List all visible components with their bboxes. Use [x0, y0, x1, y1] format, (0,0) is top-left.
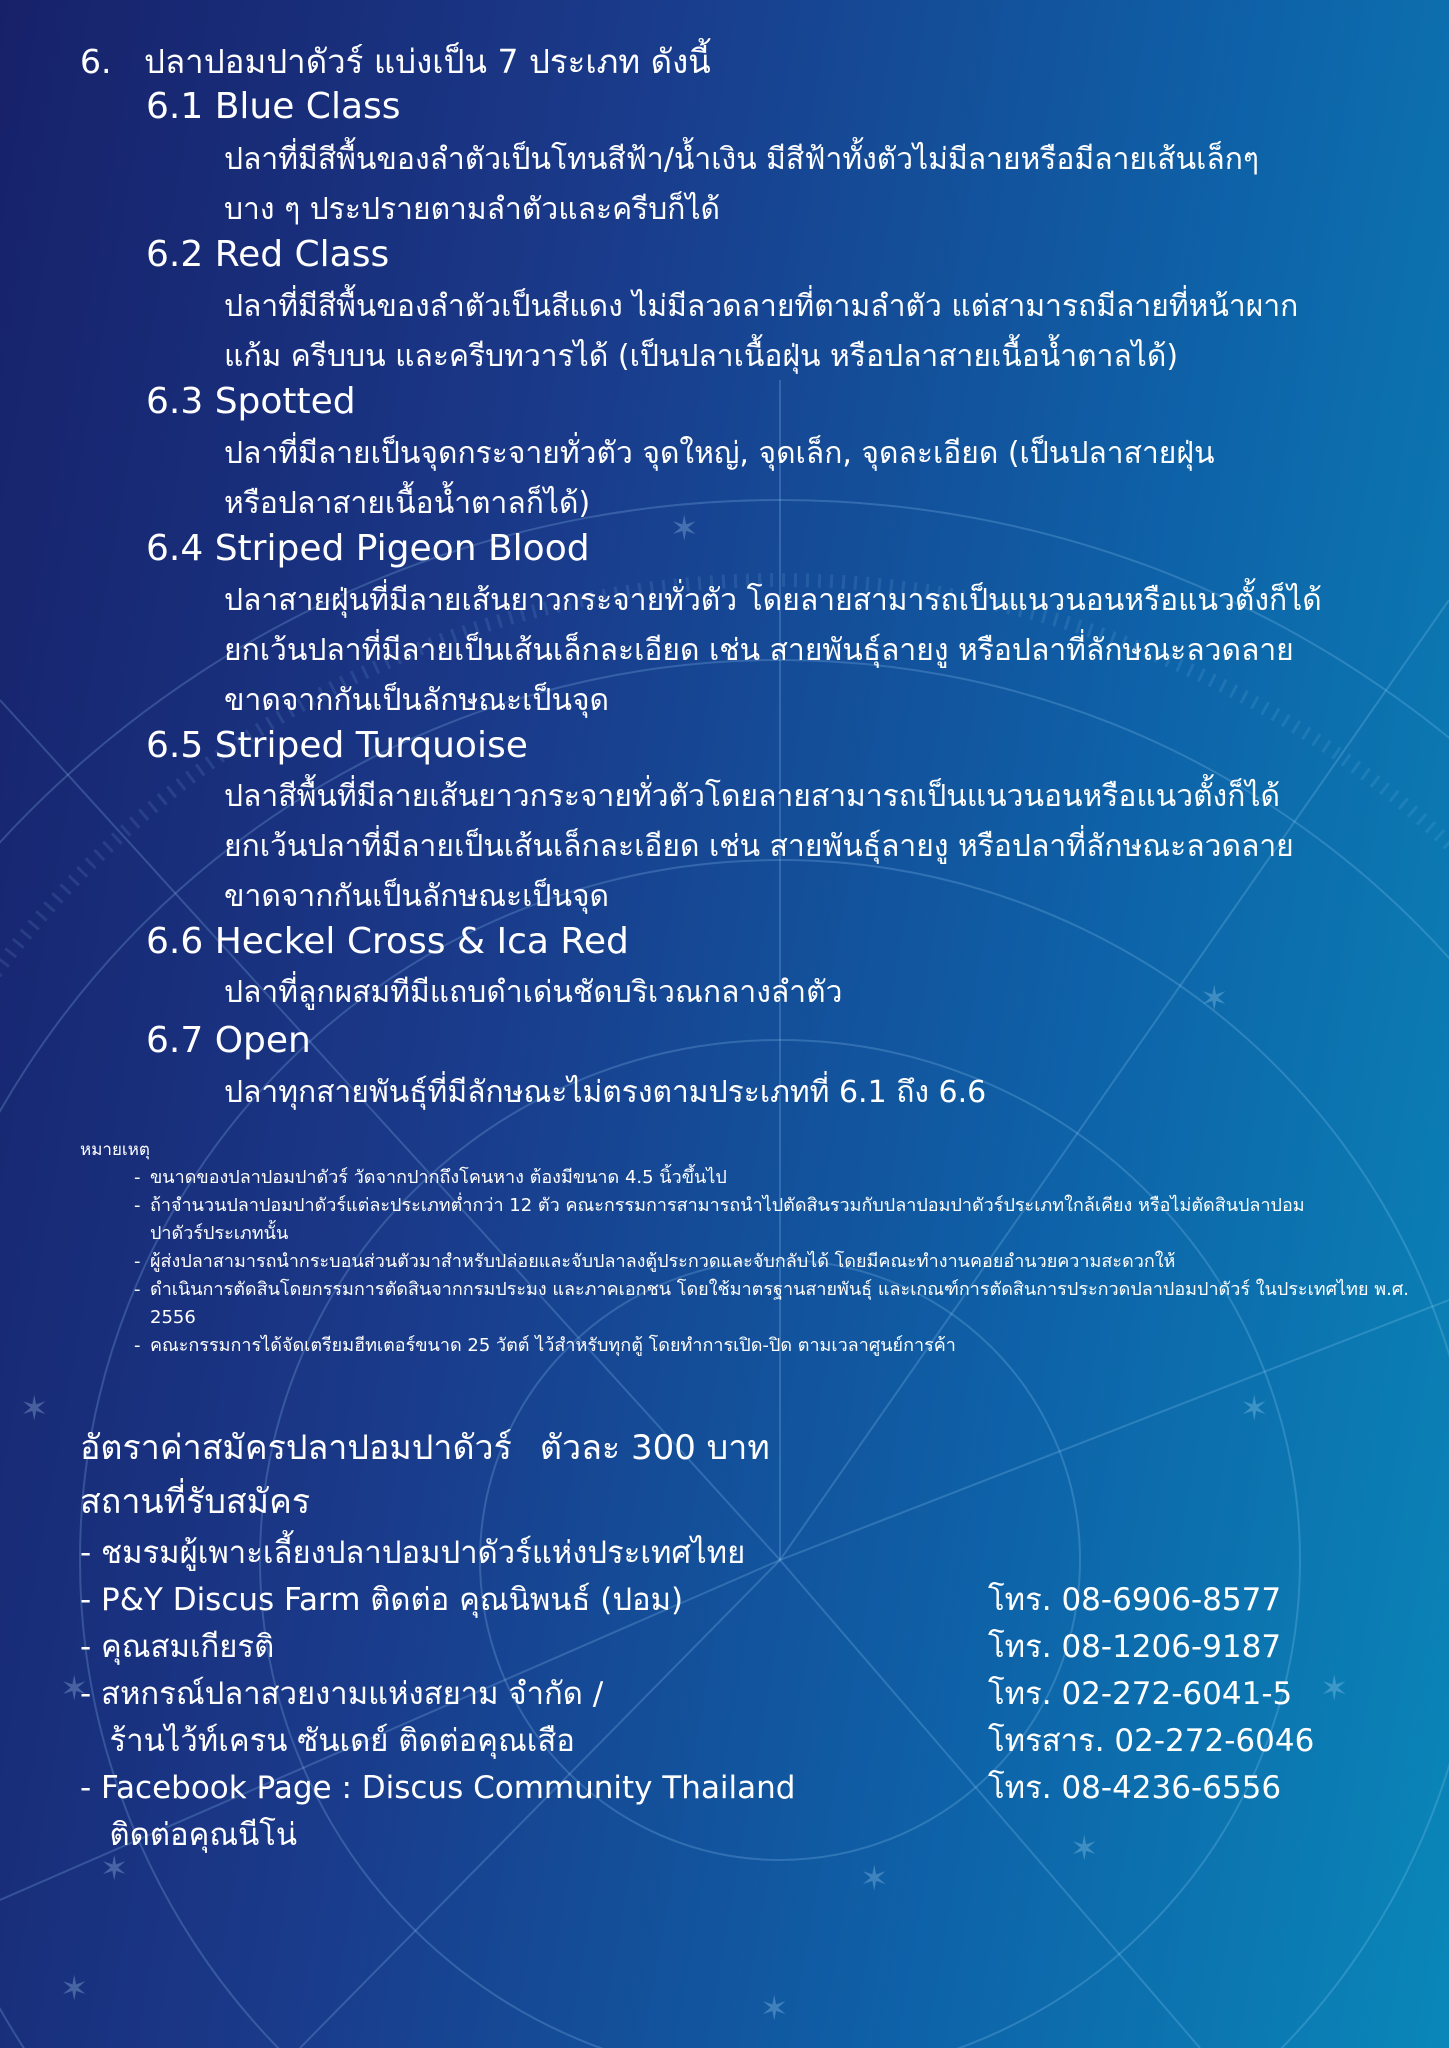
contact-name: - P&Y Discus Farm ติดต่อ คุณนิพนธ์ (ปอม)	[80, 1582, 684, 1618]
svg-text:✶: ✶	[860, 1859, 889, 1899]
contact-phone: โทร. 02-272-6041-5	[988, 1676, 1293, 1712]
note-item: - ดำเนินการตัดสินโดยกรรมการตัดสินจากกรมประมง และภาคเอกชน โดยใช้มาตรฐานสายพันธุ์ และเกณฑ์การตัดสินการประกวดปลาปอมปาดัวร์ ในประเทศไทย พ.ศ. 2556	[134, 1276, 1420, 1332]
notes-title: หมายเหตุ	[80, 1140, 150, 1160]
description-line: บาง ๆ ประปรายตามลำตัวและครีบก็ได้	[224, 192, 721, 227]
svg-text:✶: ✶	[60, 1669, 89, 1709]
svg-text:✶: ✶	[1320, 1669, 1349, 1709]
contact-phone: โทร. 08-6906-8577	[988, 1582, 1282, 1618]
class-title: 6.3 Spotted	[146, 381, 356, 422]
section-heading	[80, 38, 711, 86]
section-title: ปลาปอมปาดัวร์ แบ่งเป็น 7 ประเภท ดังนี้	[144, 42, 711, 81]
class-title: 6.2 Red Class	[146, 234, 390, 275]
description-line: ปลาทุกสายพันธุ์ที่มีลักษณะไม่ตรงตามประเภทที่ 6.1 ถึง 6.6	[224, 1075, 987, 1110]
class-description	[224, 772, 1294, 922]
class-description	[224, 1068, 986, 1118]
description-line: ยกเว้นปลาที่มีลายเป็นเส้นเล็กละเอียด เช่น สายพันธุ์ลายงู หรือปลาที่ลักษณะลวดลาย	[224, 829, 1294, 864]
description-line: แก้ม ครีบบน และครีบทวารได้ (เป็นปลาเนื้อฝุ่น หรือปลาสายเนื้อน้ำตาลได้)	[224, 339, 1179, 374]
contact-name: - สหกรณ์ปลาสวยงามแห่งสยาม จำกัด /	[80, 1676, 604, 1712]
section-number: 6.	[80, 42, 112, 81]
class-title: 6.7 Open	[146, 1020, 311, 1061]
contact-phone: โทร. 08-1206-9187	[988, 1629, 1282, 1665]
class-description	[224, 968, 842, 1018]
notes-list	[134, 1164, 1409, 1360]
note-item: - ผู้ส่งปลาสามารถนำกระบอนส่วนตัวมาสำหรับปล่อยและจับปลาลงตู้ประกวดและจับกลับได้ โดยมีคณะทำงานคอยอำนวยความสะดวกให้	[134, 1248, 1404, 1276]
contact-name: ร้านไว้ท์เครน ซันเดย์ ติดต่อคุณเสือ	[80, 1723, 575, 1759]
svg-text:✶: ✶	[100, 1849, 129, 1889]
description-line: ปลาที่มีลายเป็นจุดกระจายทั่วตัว จุดใหญ่, จุดเล็ก, จุดละเอียด (เป็นปลาสายฝุ่น	[224, 436, 1215, 471]
description-line: ปลาที่ลูกผสมทีมีแถบดำเด่นชัดบริเวณกลางลำตัว	[224, 975, 843, 1010]
description-line: ปลาที่มีสีพื้นของลำตัวเป็นโทนสีฟ้า/น้ำเงิน มีสีฟ้าทั้งตัวไม่มีลายหรือมีลายเส้นเล็กๆ	[224, 142, 1259, 177]
fee-label: อัตราค่าสมัครปลาปอมปาดัวร์	[80, 1428, 512, 1468]
contacts-list	[80, 1530, 1400, 1859]
fee-amount: ตัวละ 300 บาท	[539, 1428, 770, 1468]
class-title: 6.5 Striped Turquoise	[146, 725, 528, 766]
contact-row	[80, 1624, 1400, 1671]
contact-row	[80, 1530, 1400, 1577]
contact-name: - คุณสมเกียรติ	[80, 1629, 275, 1665]
places-title: สถานที่รับสมัคร	[80, 1482, 311, 1522]
contact-name: - ชมรมผู้เพาะเลี้ยงปลาปอมปาดัวร์แห่งประเทศไทย	[80, 1535, 746, 1571]
contact-row	[80, 1765, 1400, 1812]
class-description	[224, 282, 1298, 382]
description-line: ปลาสายฝุ่นที่มีลายเส้นยาวกระจายทั่วตัว โดยลายสามารถเป็นแนวนอนหรือแนวตั้งก็ได้	[224, 583, 1322, 618]
description-line: ปลาที่มีสีพื้นของลำตัวเป็นสีแดง ไม่มีลวดลายที่ตามลำตัว แต่สามารถมีลายที่หน้าผาก	[224, 289, 1299, 324]
svg-text:✶: ✶	[60, 1969, 89, 2009]
svg-text:✶: ✶	[1070, 1829, 1099, 1869]
description-line: ขาดจากกันเป็นลักษณะเป็นจุด	[224, 683, 610, 718]
description-line: ปลาสีพื้นที่มีลายเส้นยาวกระจายทั่วตัวโดยลายสามารถเป็นแนวนอนหรือแนวตั้งก็ได้	[224, 779, 1280, 814]
contact-row	[80, 1812, 1400, 1859]
svg-text:✶: ✶	[1240, 1389, 1269, 1429]
contact-row	[80, 1718, 1400, 1765]
contact-row	[80, 1671, 1400, 1718]
contact-name: ติดต่อคุณนีโน่	[80, 1817, 298, 1853]
class-description	[224, 135, 1259, 235]
class-description	[224, 429, 1214, 529]
contact-row	[80, 1577, 1400, 1624]
svg-text:✶: ✶	[20, 1389, 49, 1429]
svg-text:✶: ✶	[670, 509, 699, 549]
class-title: 6.1 Blue Class	[146, 86, 401, 127]
contact-phone: โทร. 08-4236-6556	[988, 1770, 1282, 1806]
description-line: ขาดจากกันเป็นลักษณะเป็นจุด	[224, 879, 610, 914]
contact-fax: โทรสาร. 02-272-6046	[988, 1723, 1315, 1759]
class-description	[224, 576, 1322, 726]
note-item: - ถ้าจำนวนปลาปอมปาดัวร์แต่ละประเภทต่ำกว่า 12 ตัว คณะกรรมการสามารถนำไปตัดสินรวมกับปลาปอมปาดัวร์ประเภทใกล้เคียง หรือไม่ตัดสินปลาปอมปาดัวร์ประเภทนั้น	[134, 1192, 1310, 1248]
note-item: - ขนาดของปลาปอมปาดัวร์ วัดจากปากถึงโคนหาง ต้องมีขนาด 4.5 นิ้วขึ้นไป	[134, 1164, 1404, 1192]
note-item: - คณะกรรมการได้จัดเตรียมฮีทเตอร์ขนาด 25 วัตต์ ไว้สำหรับทุกตู้ โดยทำการเปิด-ปิด ตามเวลาศูนย์การค้า	[134, 1332, 1404, 1360]
description-line: ยกเว้นปลาที่มีลายเป็นเส้นเล็กละเอียด เช่น สายพันธุ์ลายงู หรือปลาที่ลักษณะลวดลาย	[224, 633, 1294, 668]
registration-fee	[80, 1424, 770, 1472]
svg-text:✶: ✶	[1200, 979, 1229, 1019]
class-title: 6.6 Heckel Cross & Ica Red	[146, 921, 629, 962]
svg-text:✶: ✶	[760, 1989, 789, 2029]
contact-name: - Facebook Page : Discus Community Thailand	[80, 1770, 796, 1806]
description-line: หรือปลาสายเนื้อน้ำตาลก็ได้)	[224, 486, 591, 521]
class-title: 6.4 Striped Pigeon Blood	[146, 528, 590, 569]
